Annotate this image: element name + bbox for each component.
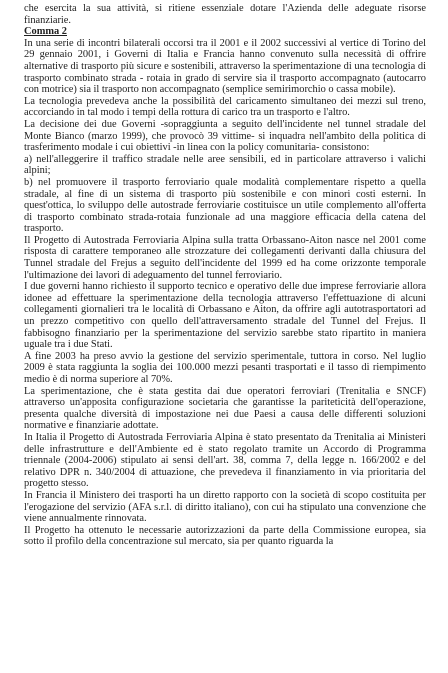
section-heading: Comma 2 — [24, 26, 67, 38]
paragraph-technology: La tecnologia prevedeva anche la possibilità del caricamento simultaneo dei mezzi sul treno, accorciando in tal modo i tempi della rottura di carico tra un trasporto e l'altro. — [24, 95, 426, 119]
paragraph-governments: I due governi hanno richiesto il supporto tecnico e operativo delle due imprese ferroviarie allora idonee ad effettuare la sperimentazione della tecnologia attraverso l'effettuazione di alcuni collegamenti giornalieri tra le località di Orbassano e Aiton, da offrire agli autotrasportatori ad un prezzo competitivo con quello dell'attraversamento stradale del Tunnel del Frejus. Il fabbisogno finanziario per la sperimentazione del servizio sarebbe stato ripartito in maniera uguale tra i due Stati. — [24, 281, 426, 351]
paragraph-italy: In Italia il Progetto di Autostrada Ferroviaria Alpina è stato presentato da Trenitalia ai Ministeri delle infrastrutture e dell'Ambiente ed è stato regolato tramite un Accordo di Programma triennale (2004-2006) stipulato ai sensi dell'art. 38, comma 7, della legge n. 166/2002 e del relativo DPR n. 340/2004 di attuazione, che prevedeva il finanziamento in via prioritaria del progetto stesso. — [24, 431, 426, 490]
intro-line: che esercita la sua attività, si ritiene essenziale dotare l'Azienda delle adeguate risorse finanziarie. — [24, 3, 426, 26]
paragraph-operators: La sperimentazione, che è stata gestita dai due operatori ferroviari (Trenitalia e SNCF) attraverso un'apposita configurazione societaria che garantisse la pariteticità dell'operazione, presenta qualche diversità di impostazione nei due Paesi a causa delle differenti soluzioni normative e finanziarie adottate. — [24, 385, 426, 432]
paragraph-service-start: A fine 2003 ha preso avvio la gestione del servizio sperimentale, tuttora in corso. Nel luglio 2009 è stata raggiunta la soglia dei 100.000 mezzi pesanti trasportati e il tasso di riempimento medio è di norma superiore al 70%. — [24, 350, 426, 385]
paragraph-objective-a: a) nell'alleggerire il traffico stradale nelle aree sensibili, ed in particolare attraverso i valichi alpini; — [24, 153, 426, 177]
paragraph-france: In Francia il Ministero dei trasporti ha un diretto rapporto con la società di scopo costituita per l'erogazione del servizio (AFA s.r.l. di diritto italiano), con cui ha stipulato una convenzione che viene annualmente rinnovata. — [24, 489, 426, 525]
paragraph-decision: La decisione dei due Governi -sopraggiunta a seguito dell'incidente nel tunnel stradale del Monte Bianco (marzo 1999), che provocò 39 vittime- si inquadra nell'ambito della politica di trasferimento modale i cui obiettivi -in linea con la policy comunitaria- consistono: — [24, 118, 426, 154]
paragraph-authorizations: Il Progetto ha ottenuto le necessarie autorizzazioni da parte della Commissione europea, sia sotto il profilo della concentrazione sul mercato, sia per quanto riguarda la — [24, 524, 426, 548]
paragraph-project: Il Progetto di Autostrada Ferroviaria Alpina sulla tratta Orbassano-Aiton nasce nel 2001 come risposta di carattere temporaneo alle strozzature dei collegamenti derivanti dalla chiusura del Tunnel stradale del Frejus a seguito dell'incidente del 1999 ed ha come orizzonte temporale l'ultimazione dei lavori di adeguamento del tunnel ferroviario. — [24, 234, 426, 281]
paragraph-agreements: In una serie di incontri bilaterali occorsi tra il 2001 e il 2002 successivi al vertice di Torino del 29 gennaio 2001, i Governi di Italia e Francia hanno convenuto sulla necessità di offrire alternative di trasporto più sicure e sostenibili, attraverso la sperimentazione di una tecnologia di trasporto combinato strada - rotaia in grado di servire sia il trasporto accompagnato (autocarro con motrice) sia il trasporto non accompagnato (semplice semirimorchio o cassa mobile). — [24, 37, 426, 96]
paragraph-objective-b: b) nel promuovere il trasporto ferroviario quale modalità complementare rispetto a quella stradale, al fine di un sistema di trasporto più sostenibile e con minori costi esterni. In quest'ottica, lo sviluppo delle autostrade ferroviarie costituisce un utile complemento all'offerta di trasporto combinato strada-rotaia funzionale ad una maggiore efficacia della catena del trasporto. — [24, 176, 426, 235]
